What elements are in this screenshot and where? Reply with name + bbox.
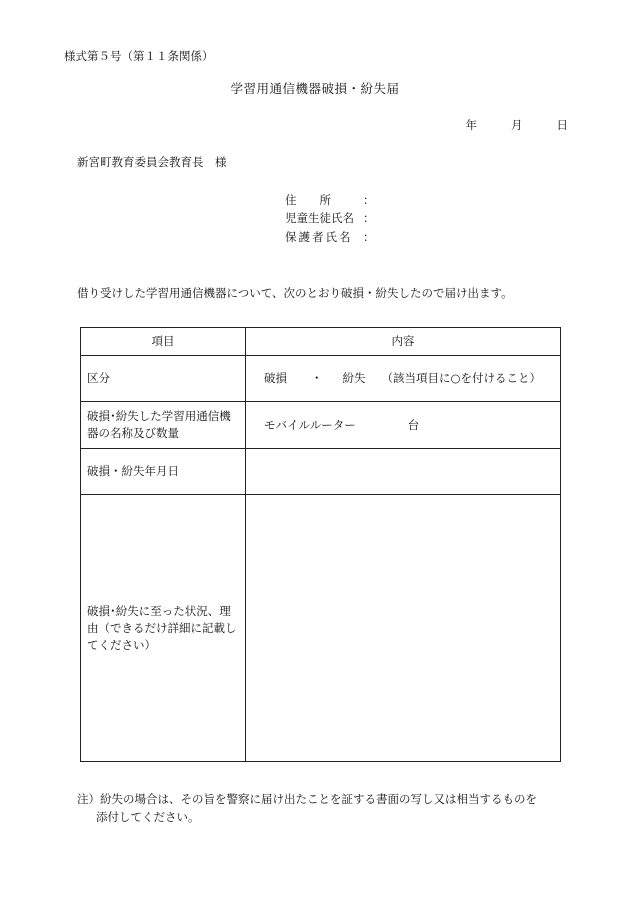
header-item: 項目 [81,328,246,356]
table-row-reason [81,495,561,762]
address-label: 住 所 [285,193,331,207]
guardian-colon: ： [363,230,375,244]
note-line-2: 添付してください。 [96,810,200,824]
date-month: 月 [511,118,523,132]
student-name-label: 児童生徒氏名 [285,211,354,225]
report-table [80,327,561,762]
applicant-address-line [285,192,375,208]
category-option-damage[interactable]: 破損 [264,371,287,385]
table-row-device [81,402,561,449]
address-colon: ： [363,193,375,207]
category-cell[interactable] [246,356,561,402]
note-line-1: 注）紛失の場合は、その旨を警察に届け出たことを証する書面の写し又は相当するものを [77,792,537,806]
date-day: 日 [556,118,568,132]
date-input-cell[interactable] [246,449,561,495]
addressee: 新宮町教育委員会教育長 様 [77,155,227,169]
device-unit: 台 [407,417,420,432]
device-label: 破損･紛失した学習用通信機器の名称及び数量 [81,402,246,449]
header-content: 内容 [246,328,561,356]
category-dot: ・ [311,371,323,385]
device-cell[interactable] [246,402,561,449]
date-label: 破損・紛失年月日 [81,449,246,495]
reason-label: 破損･紛失に至った状況、理由（できるだけ詳細に記載してください） [81,495,246,762]
category-option-loss[interactable]: 紛失 [342,371,366,385]
date-year: 年 [465,118,477,132]
category-note: （該当項目に○を付けること） [381,371,542,385]
reason-input-cell[interactable] [246,495,561,762]
table-header-row [81,328,561,356]
table-row-category [81,356,561,402]
table-row-date [81,449,561,495]
device-name: モバイルルーター [264,417,356,432]
date-line [466,117,569,133]
intro-text: 借り受けした学習用通信機器について、次のとおり破損・紛失したので届け出ます。 [77,286,513,300]
student-colon: ： [363,211,375,225]
category-label: 区分 [81,356,246,402]
guardian-name-label: 保護者氏名 [285,230,353,244]
form-number: 様式第５号（第１１条関係） [64,49,214,63]
applicant-guardian-line [285,229,375,245]
applicant-student-line [285,210,375,226]
document-title: 学習用通信機器破損・紛失届 [230,81,400,96]
